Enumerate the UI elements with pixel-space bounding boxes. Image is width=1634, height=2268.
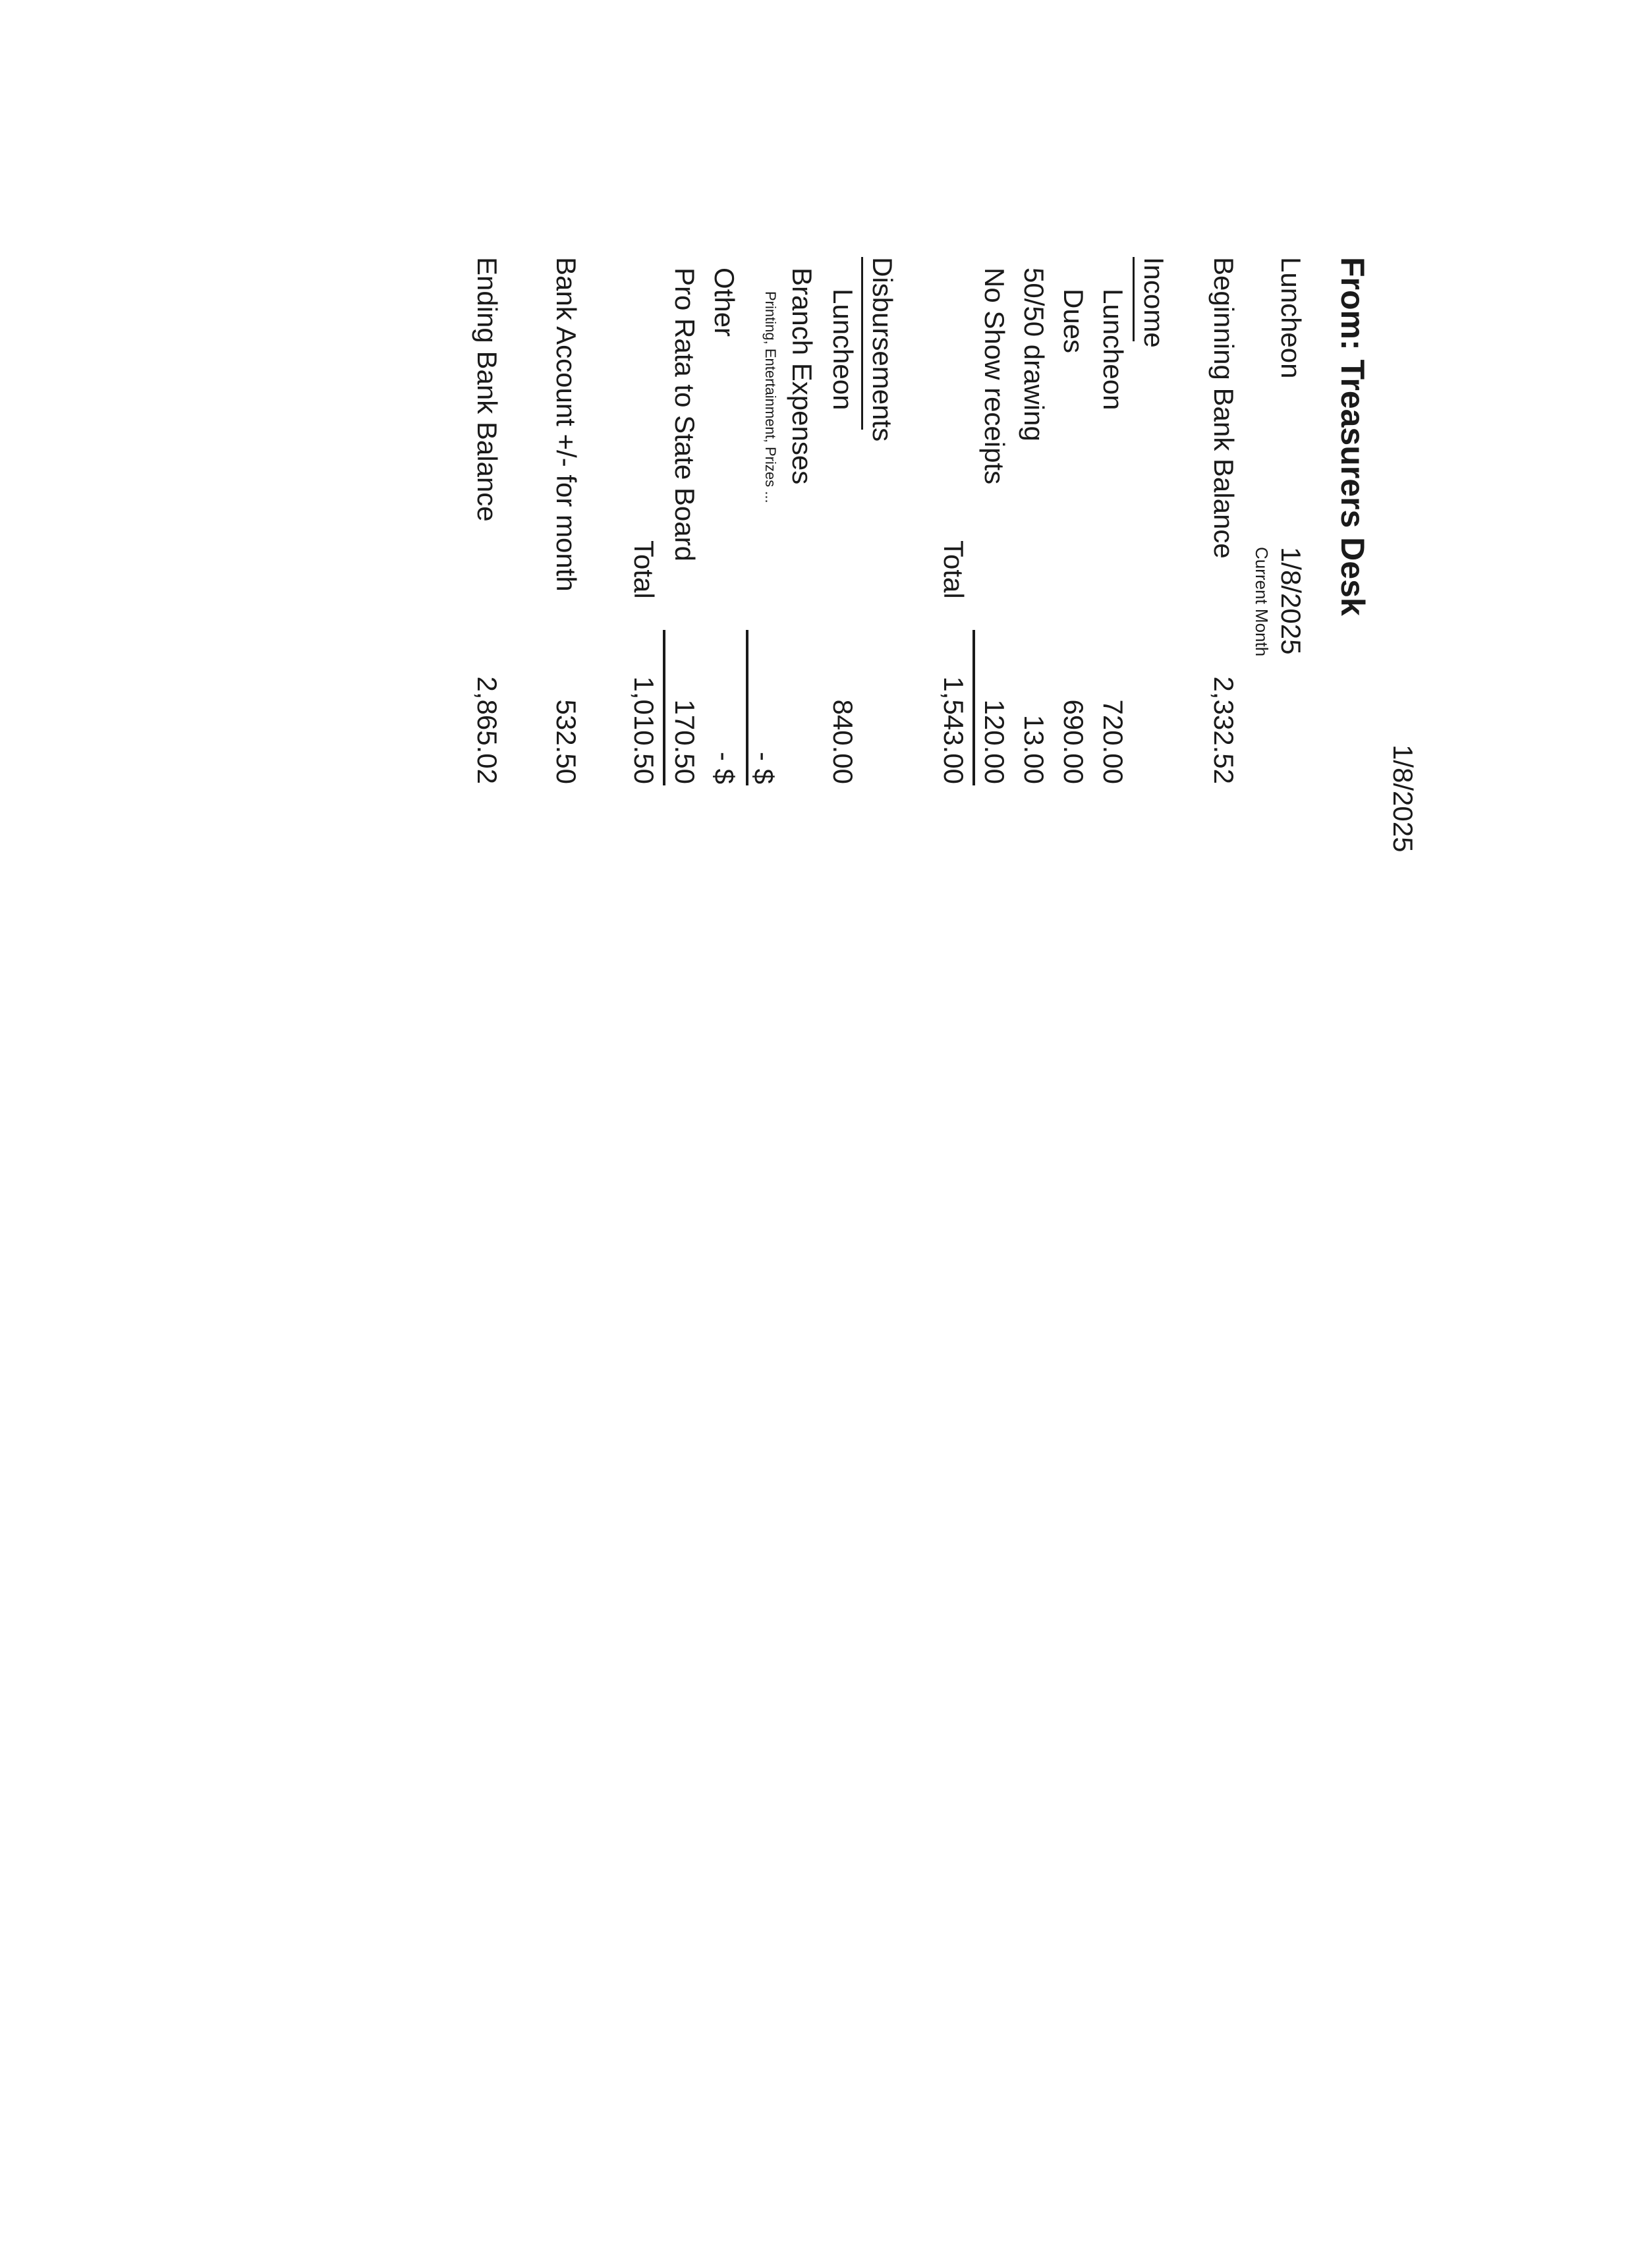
income-dues-label: Dues (1058, 289, 1089, 354)
income-total-value: 1,543.00 (938, 676, 969, 784)
prorata-label: Pro Rata to State Board (669, 268, 700, 561)
meeting-label: Luncheon (1276, 257, 1307, 379)
document-title: From: Treasurers Desk (1334, 257, 1371, 616)
income-heading-underline (1133, 257, 1135, 341)
disb-luncheon-label: Luncheon (828, 289, 859, 411)
beginning-balance-label: Beginning Bank Balance (1208, 257, 1239, 559)
branch-expenses-label: Branch Expenses (787, 268, 818, 485)
meeting-date: 1/8/2025 (1276, 547, 1307, 655)
disb-other-label: Other (709, 268, 740, 337)
disb-total-value: 1,010.50 (629, 676, 660, 784)
income-luncheon-value: 720.00 (1098, 699, 1129, 784)
net-change-label: Bank Account +/- for month (551, 257, 582, 592)
disb-section-rule (746, 630, 748, 785)
beginning-balance-value: 2,332.52 (1208, 676, 1239, 784)
disb-total-rule (663, 630, 665, 785)
income-drawing-label: 50/50 drawing (1019, 268, 1050, 441)
income-heading: Income (1139, 257, 1169, 348)
disbursements-heading-underline (861, 257, 863, 430)
ending-balance-value: 2,865.02 (472, 676, 503, 784)
income-noshow-label: No Show receipts (979, 268, 1010, 485)
branch-expenses-note: Printing, Entertainment, Prizes ... (762, 291, 779, 503)
branch-expenses-value: - $ (748, 751, 779, 784)
current-month-note: Current Month (1252, 547, 1272, 657)
disb-total-label: Total (629, 540, 660, 599)
rotated-document (316, 257, 1436, 1179)
net-change-value: 532.50 (551, 699, 582, 784)
disb-other-value: - $ (709, 751, 740, 784)
income-noshow-value: 120.00 (979, 699, 1010, 784)
income-dues-value: 690.00 (1058, 699, 1089, 784)
income-total-label: Total (938, 540, 969, 599)
income-total-rule (972, 630, 975, 785)
disb-luncheon-value: 840.00 (828, 699, 859, 784)
prorata-value: 170.50 (669, 699, 700, 784)
income-drawing-value: 13.00 (1019, 714, 1050, 784)
document-date: 1/8/2025 (1388, 745, 1419, 853)
income-luncheon-label: Luncheon (1098, 289, 1129, 411)
ending-balance-label: Ending Bank Balance (472, 257, 503, 522)
disbursements-heading: Disbursements (867, 257, 898, 442)
